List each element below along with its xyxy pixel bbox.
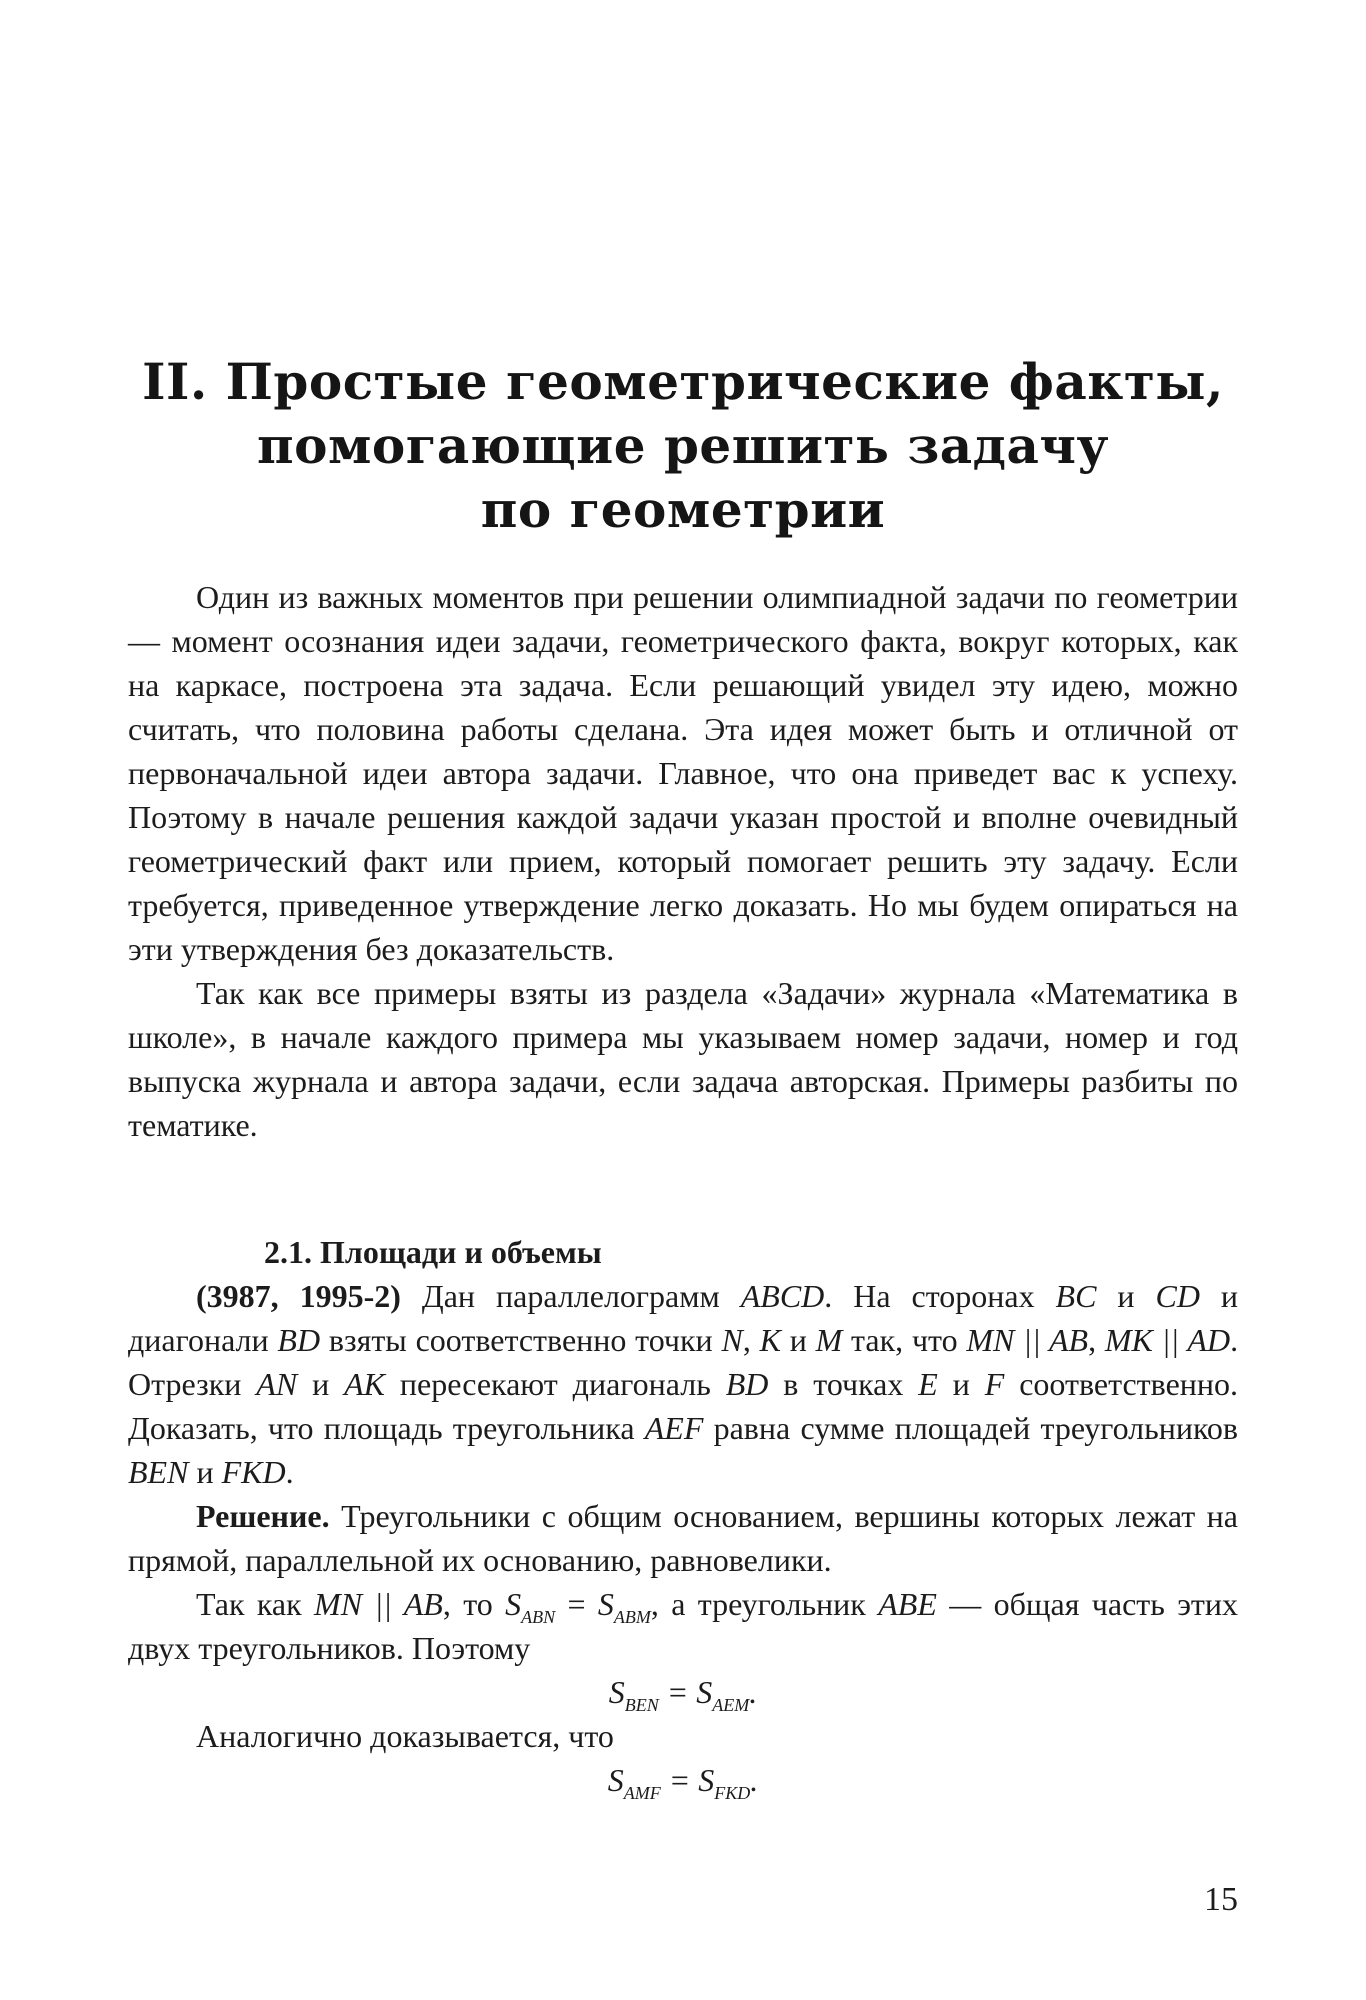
step-text: , а треугольник [650,1586,879,1622]
solution-step: Аналогично доказывается, что [196,1718,614,1754]
math-term: MN || AB [314,1586,443,1622]
area-symbol: S [698,1762,715,1798]
math-term: AN [256,1366,298,1402]
problem-statement [128,1274,1238,1494]
math-term: MK || AD [1104,1322,1231,1358]
page-number: 15 [1204,1881,1238,1918]
problem-reference: (3987, 1995-2) [196,1278,401,1314]
math-term: ABE [878,1586,937,1622]
step-text: — общая часть этих двух треугольников. Поэтому [128,1586,1239,1666]
area-subscript: AMF [623,1783,661,1803]
problem-text: и [188,1454,222,1490]
formula-end: . [750,1762,759,1798]
problem-text: . Отрезки [128,1322,1239,1402]
equals-sign: = [660,1762,699,1798]
step-text: , то [442,1586,506,1622]
math-term: N [721,1322,743,1358]
math-term: AEF [644,1410,704,1446]
area-symbol: S [608,1674,625,1710]
problem-text: в точках [768,1366,919,1402]
math-term: MN || AB [966,1322,1089,1358]
area-symbol: S [607,1762,624,1798]
intro-paragraph: Так как все примеры взяты из раздела «Задачи» журнала «Математика в школе», в начале каждого примера мы указываем номер задачи, номер и год выпуска журнала и автора задачи, если задача авторская. Примеры разбиты по тематике. [128,975,1238,1143]
problem-text: и [297,1366,345,1402]
area-subscript: BEN [624,1695,659,1715]
equals-sign: = [658,1674,697,1710]
intro-text [128,575,1238,1147]
solution-label: Решение. [196,1498,330,1534]
chapter-title-line: II. Простые геометрические факты, [142,352,1224,411]
area-subscript: AEM [712,1695,750,1715]
math-term: BD [725,1366,769,1402]
math-term: BD [277,1322,321,1358]
section-areas-volumes [128,1230,1238,1802]
math-term: BEN [128,1454,189,1490]
math-term: M [815,1322,843,1358]
solution-text: Треугольники с общим основанием, вершины которых лежат на прямой, параллельной их основанию, равновелики. [128,1498,1238,1578]
problem-text: . На сторонах [824,1278,1056,1314]
math-term: ABCD [740,1278,825,1314]
formula-end: . [749,1674,758,1710]
math-term: FKD [221,1454,286,1490]
problem-text: Дан параллелограмм [400,1278,741,1314]
math-term: CD [1155,1278,1200,1314]
area-symbol: S [597,1586,614,1622]
problem-text: и [937,1366,985,1402]
math-term: K [759,1322,781,1358]
math-term: BC [1055,1278,1097,1314]
area-symbol: S [696,1674,713,1710]
math-term: F [984,1366,1005,1402]
problem-text: и диагонали [128,1278,1239,1358]
equals-sign: = [555,1586,598,1622]
formula-2 [128,1758,1238,1802]
problem-text: , [742,1322,760,1358]
problem-text: соответственно. Доказать, что площадь треугольника [128,1366,1239,1446]
area-subscript: FKD [714,1783,751,1803]
chapter-title-line: по геометрии [480,480,886,539]
section-heading: 2.1. Площади и объемы [264,1234,602,1270]
problem-text: так, что [842,1322,967,1358]
problem-text: , [1088,1322,1105,1358]
math-term: AK [344,1366,386,1402]
math-term: E [918,1366,938,1402]
solution-step [128,1582,1238,1670]
chapter-title-line: помогающие решить задачу [257,416,1109,475]
problem-text: пересекают диагональ [385,1366,726,1402]
area-symbol: S [505,1586,522,1622]
area-subscript: ABN [521,1607,556,1627]
chapter-title [128,350,1238,542]
problem-text: и [1096,1278,1156,1314]
intro-paragraph: Один из важных моментов при решении олимпиадной задачи по геометрии — момент осознания идеи задачи, геометрического факта, вокруг которых, как на каркасе, построена эта задача. Если решающий увидел эту идею, можно считать, что половина работы сделана. Эта идея может быть и отличной от первоначальной идеи автора задачи. Главное, что она приведет вас к успеху. Поэтому в начале решения каждой задачи указан простой и вполне очевидный геометрический факт или прием, который помогает решить эту задачу. Если требуется, приведенное утверждение легко доказать. Но мы будем опираться на эти утверждения без доказательств. [128,579,1238,967]
step-text: Так как [196,1586,315,1622]
problem-text: взяты соответственно точки [320,1322,722,1358]
problem-text: равна сумме площадей треугольников [703,1410,1238,1446]
formula-1 [128,1670,1238,1714]
problem-text: . [285,1454,294,1490]
area-subscript: ABM [613,1607,651,1627]
solution-paragraph [128,1494,1238,1582]
problem-text: и [780,1322,816,1358]
